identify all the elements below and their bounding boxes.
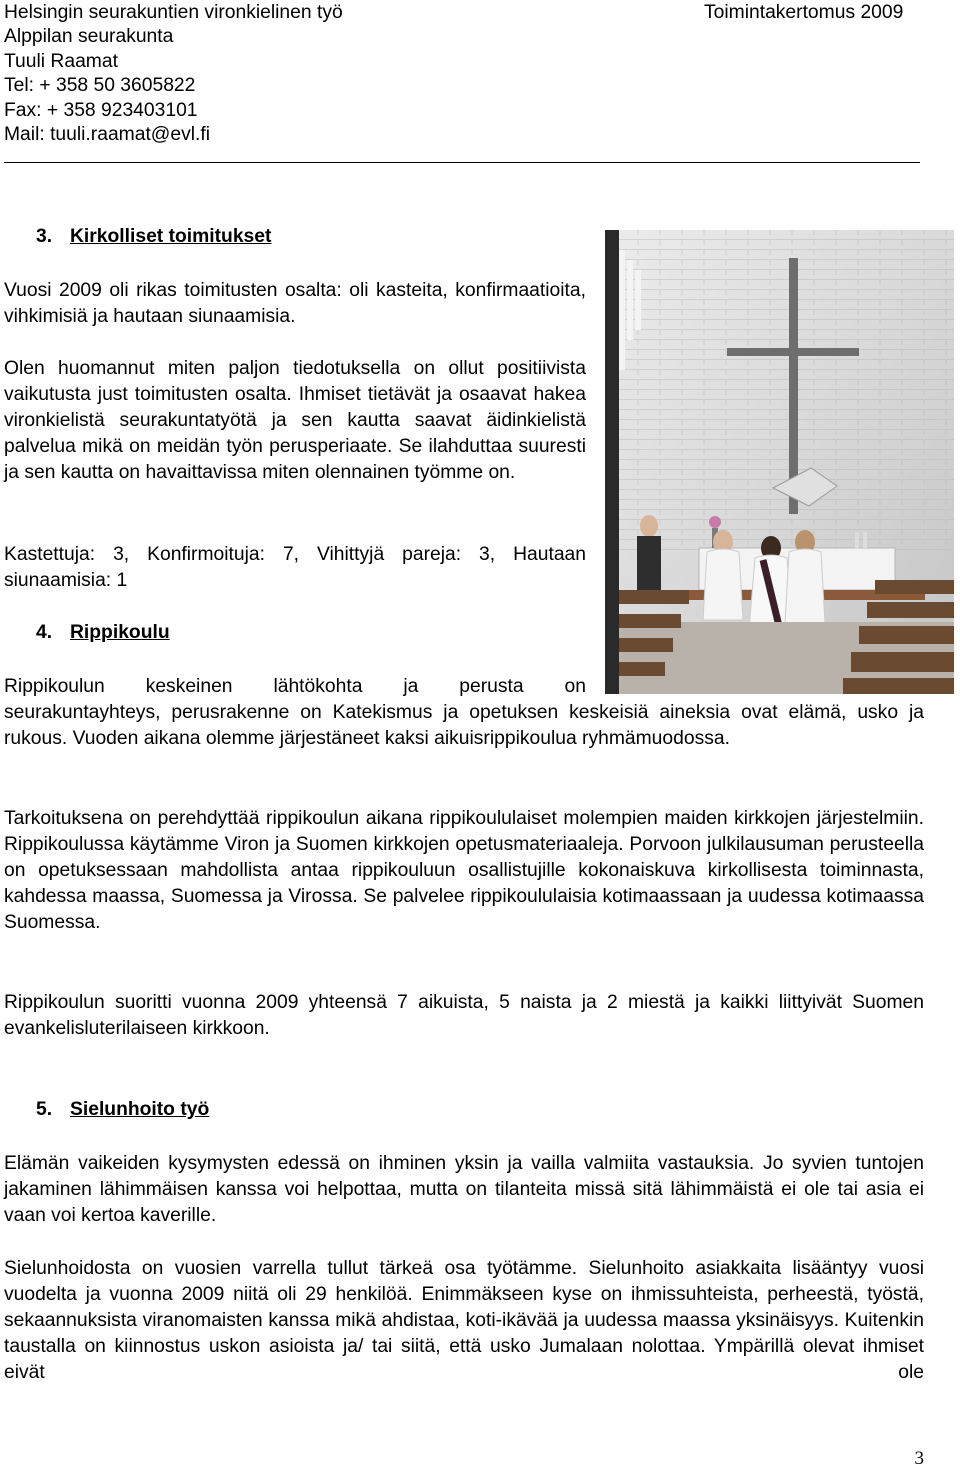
report-title: Toimintakertomus 2009 [704, 2, 904, 23]
header-divider [4, 162, 920, 163]
section-5-heading [36, 1098, 209, 1122]
section-3-title: Kirkolliset toimitukset [70, 226, 272, 247]
section-4-paragraph-3: Rippikoulun suoritti vuonna 2009 yhteensä 7 aikuista, 5 naista ja 2 miestä ja kaikki liittyivät Suomen evankelisluterilaiseen kirkkoon. [4, 992, 924, 1039]
section-3-statistics: Kastettuja: 3, Konfirmoituja: 7, Vihittyjä pareja: 3, Hautaan siunaamisia: 1 [4, 544, 586, 591]
email: Mail: tuuli.raamat@evl.fi [4, 124, 211, 146]
section-3-paragraph-2: Olen huomannut miten paljon tiedotuksella on ollut positiivista vaikutusta just toimitusten osalta. Ihmiset tietävät ja osaavat hakea vironkielistä seurakuntatyötä ja sen kautta saavat äidinkielistä palvelua mikä on meidän työn perusperiaate. Se ilahduttaa suuresti ja sen kautta on havaittavissa miten olennainen työmme on. [4, 358, 586, 483]
section-3-number: 3. [36, 226, 53, 247]
letterhead [4, 1, 604, 147]
section-5-number: 5. [36, 1099, 53, 1120]
section-3-paragraph-1: Vuosi 2009 oli rikas toimitusten osalta: oli kasteita, konfirmaatioita, vihkimisiä ja hautaan siunaamisia. [4, 280, 586, 327]
section-5-paragraph-1: Elämän vaikeiden kysymysten edessä on ihminen yksin ja vailla valmiita vastauksia. Jo syvien tuntojen jakaminen lähimmäisen kanssa voi helpottaa, mutta on tilanteita missä sitä lähimmäistä ei ole tai asia ei vaan voi kertoa kaverille. [4, 1153, 924, 1226]
page-number: 3 [914, 1448, 924, 1469]
parish-name: Alppilan seurakunta [4, 26, 174, 48]
author-name: Tuuli Raamat [4, 50, 118, 72]
section-5-title: Sielunhoito työ [70, 1099, 210, 1120]
section-4-paragraph-1: seurakuntayhteys, perusrakenne on Katekismus ja opetuksen keskeisiä aineksia ovat elämä, usko ja rukous. Vuoden aikana olemme järjestäneet kaksi aikuisrippikoulua ryhmämuodossa. [4, 702, 924, 749]
section-5-paragraph-2: Sielunhoidosta on vuosien varrella tullut tärkeä osa työtämme. Sielunhoito asiakkaita lisääntyy vuosi vuodelta ja vuonna 2009 niitä oli 29 henkilöä. Enimmäkseen kyse on ihmissuhteista, perheestä, työstä, sekaannuksista viranomaisten kanssa mikä ahdistaa, koti-ikävää ja uudessa maassa yksinäisyys. Kuitenkin taustalla on kiinnostus uskon asioista ja/ tai siitä, että usko Jumalaan nolottaa. Ympärillä olevat ihmiset eivät ole [4, 1258, 924, 1383]
section-4-paragraph-2: Tarkoituksena on perehdyttää rippikoulun aikana rippikoululaiset molempien maiden kirkkojen järjestelmiin. Rippikoulussa käytämme Viron ja Suomen kirkkojen opetusmateriaaleja. Porvoon julkilausuman perusteella on opetuksessaan mahdollista antaa rippikouluun osallistujille kokonaiskuva kirkollisesta toiminnasta, kahdessa maassa, Suomessa ja Virossa. Se palvelee rippikoululaisia kotimaassaan ja uudessa kotimaassa Suomessa. [4, 808, 924, 933]
church-altar-photo-drawing [605, 230, 954, 694]
section-4-number: 4. [36, 622, 53, 643]
section-4-paragraph-1-first-line: Rippikoulun keskeinen lähtökohta ja perusta on [4, 676, 586, 697]
section-3-heading [36, 225, 271, 249]
section-4-heading [36, 621, 170, 645]
section-4-title: Rippikoulu [70, 622, 170, 643]
org-name: Helsingin seurakuntien vironkielinen työ [4, 2, 343, 23]
fax: Fax: + 358 923403101 [4, 99, 198, 121]
telephone: Tel: + 358 50 3605822 [4, 75, 196, 97]
church-altar-photo [605, 230, 954, 694]
